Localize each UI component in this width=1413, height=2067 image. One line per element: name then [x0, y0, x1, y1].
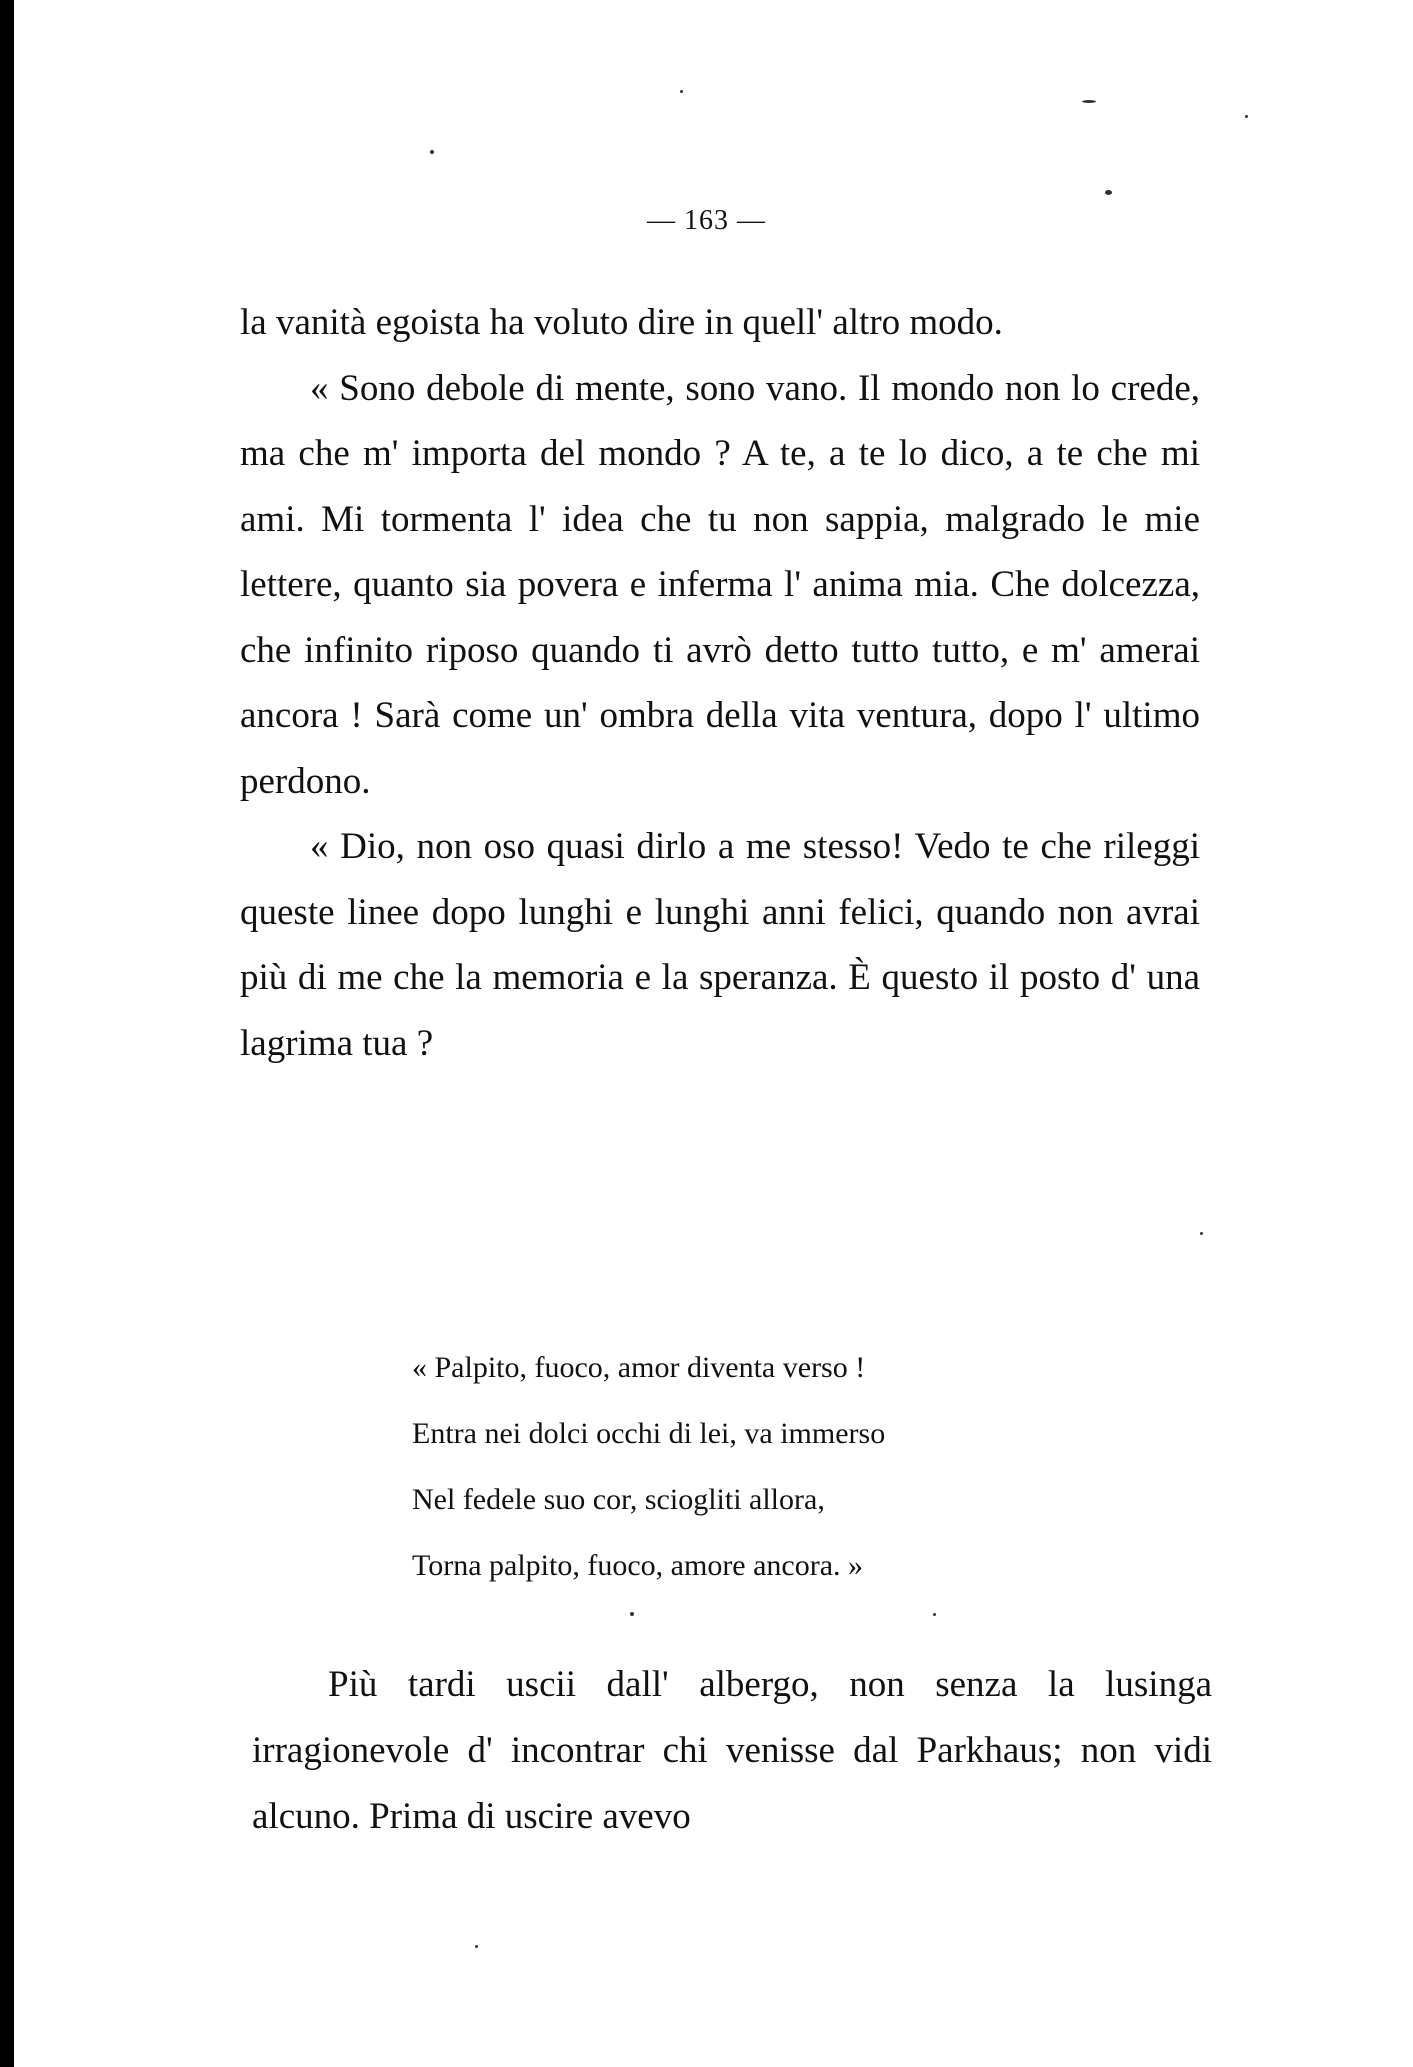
paragraph-4: Più tardi uscii dall' albergo, non senza la lusinga irragionevole d' incontrar chi venisse dal Parkhaus; non vidi alcuno. Prima di uscire avevo [252, 1664, 1212, 1837]
verse-line-2: Entra nei dolci occhi di lei, va immerso [412, 1417, 886, 1450]
continuation-text [252, 1652, 1212, 1850]
scan-speck [1082, 100, 1096, 103]
scan-speck [630, 1612, 634, 1616]
paragraph-2: « Sono debole di mente, sono vano. Il mondo non lo crede, ma che m' importa del mondo ? A te, a te lo dico, a te che mi ami. Mi tormenta l' idea che tu non sappia, malgrado le mie lettere, quanto sia povera e inferma l' anima mia. Che dolcezza, che infinito riposo quando ti avrò detto tutto tutto, e m' amerai ancora ! Sarà come un' ombra della vita ventura, dopo l' ultimo perdono. [240, 367, 1200, 802]
scan-speck [1105, 190, 1112, 195]
scan-speck [430, 150, 434, 154]
main-text [240, 290, 1200, 1076]
page-edge-shadow [0, 0, 14, 2067]
verse-line-3: Nel fedele suo cor, sciogliti allora, [412, 1483, 825, 1516]
verse-block [412, 1335, 1132, 1599]
paragraph-3: « Dio, non oso quasi dirlo a me stesso! Vedo te che rileggi queste linee dopo lunghi e lunghi anni felici, quando non avrai più di me che la memoria e la speranza. È questo il posto d' una lagrima tua ? [240, 826, 1200, 1064]
scan-speck [1200, 1232, 1203, 1235]
page-number: — 163 — [647, 205, 766, 236]
scan-speck [1245, 115, 1248, 118]
scan-speck [475, 1945, 478, 1948]
scan-speck [680, 90, 683, 93]
scan-speck [933, 1613, 936, 1616]
verse-line-1: « Palpito, fuoco, amor diventa verso ! [412, 1351, 866, 1384]
paragraph-1: la vanità egoista ha voluto dire in quell' altro modo. [240, 302, 1003, 343]
verse-line-4: Torna palpito, fuoco, amore ancora. » [412, 1549, 864, 1582]
